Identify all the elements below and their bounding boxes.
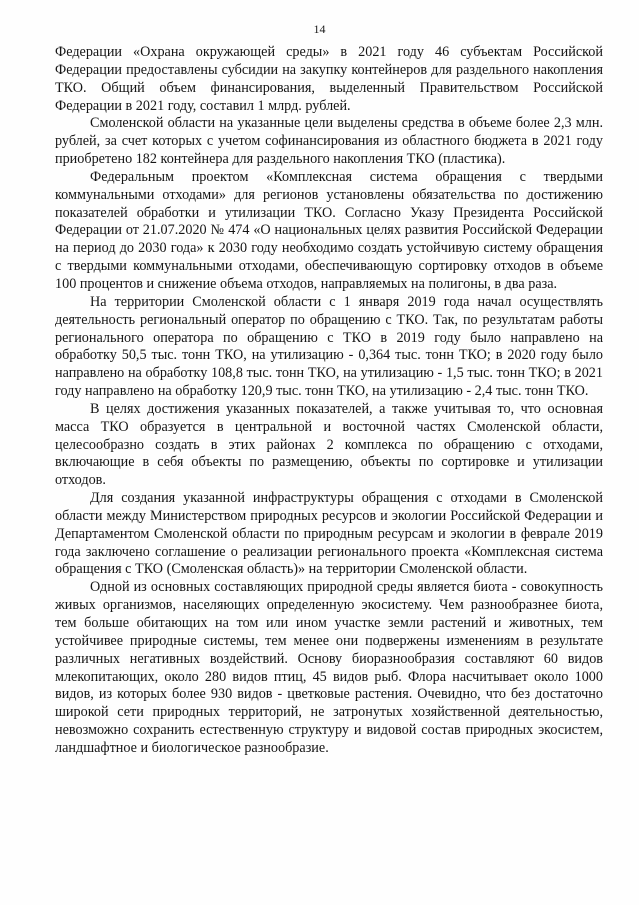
document-body — [55, 44, 603, 758]
paragraph-infrastructure-agreement: Для создания указанной инфраструктуры обращения с отходами в Смоленской области между Министерством природных ресурсов и экологии Российской Федерации и Департаментом Смоленской области по природным ресурсам и экологии в феврале 2019 года заключено соглашение о реализации регионального проекта «Комплексная система обращения с ТКО (Смоленская область)» на территории Смоленской области. — [55, 490, 603, 578]
paragraph-biota: Одной из основных составляющих природной среды является биота - совокупность живых организмов, населяющих определенную экосистему. Чем разнообразнее биота, тем больше обитающих на том или ином участке земли растений и животных, тем устойчивее природные системы, тем менее они подвержены изменениям в результате различных негативных воздействий. Основу биоразнообразия составляют 60 видов млекопитающих, около 280 видов птиц, 45 видов рыб. Флора насчитывает около 1000 видов, из которых более 930 видов - цветковые растения. Очевидно, что без достаточно широкой сети природных территорий, не затронутых хозяйственной деятельностью, невозможно сохранить естественную структуру и видовой состав природных экосистем, ландшафтное и биологическое разнообразие. — [55, 579, 603, 756]
paragraph-processing-complexes: В целях достижения указанных показателей, а также учитывая то, что основная масса ТКО образуется в центральной и восточной частях Смоленской области, целесообразно создать в этих районах 2 комплекса по обращению с отходами, включающие в себя объекты по размещению, объекты по сортировке и утилизации отходов. — [55, 400, 603, 489]
paragraph-smolensk-funding: Смоленской области на указанные цели выделены средства в объеме более 2,3 млн. рублей, за счет которых с учетом софинансирования из областного бюджета в 2021 году приобретено 182 контейнера для раздельного накопления ТКО (пластика). — [55, 115, 603, 168]
paragraph-subsidies: Федерации «Охрана окружающей среды» в 2021 году 46 субъектам Российской Федерации предоставлены субсидии на закупку контейнеров для раздельного накопления ТКО. Общий объем финансирования, выделенный Правительством Российской Федерации в 2021 году, составил 1 млрд. рублей. — [55, 44, 603, 114]
paragraph-regional-operator: На территории Смоленской области с 1 января 2019 года начал осуществлять деятельность региональный оператор по обращению с ТКО. Так, по результатам работы регионального оператора по обращению с ТКО в 2019 году было направлено на обработку 50,5 тыс. тонн ТКО, на утилизацию - 0,364 тыс. тонн ТКО; в 2020 году было направлено на обработку 108,8 тыс. тонн ТКО, на утилизацию - 1,5 тыс. тонн ТКО; в 2021 году направлено на обработку 120,9 тыс. тонн ТКО, на утилизацию - 2,4 тыс. тонн ТКО. — [55, 293, 603, 400]
paragraph-federal-project: Федеральным проектом «Комплексная система обращения с твердыми коммунальными отходами» для регионов установлены обязательства по достижению показателей обработки и утилизации ТКО. Согласно Указу Президента Российской Федерации от 21.07.2020 № 474 «О национальных целях развития Российской Федерации на период до 2030 года» к 2030 году необходимо создать устойчивую систему обращения с твердыми коммунальными отходами, обеспечивающую сортировку отходов в объеме 100 процентов и снижение объема отходов, направляемых на полигоны, в два раза. — [55, 168, 603, 292]
page-number: 14 — [313, 22, 326, 36]
